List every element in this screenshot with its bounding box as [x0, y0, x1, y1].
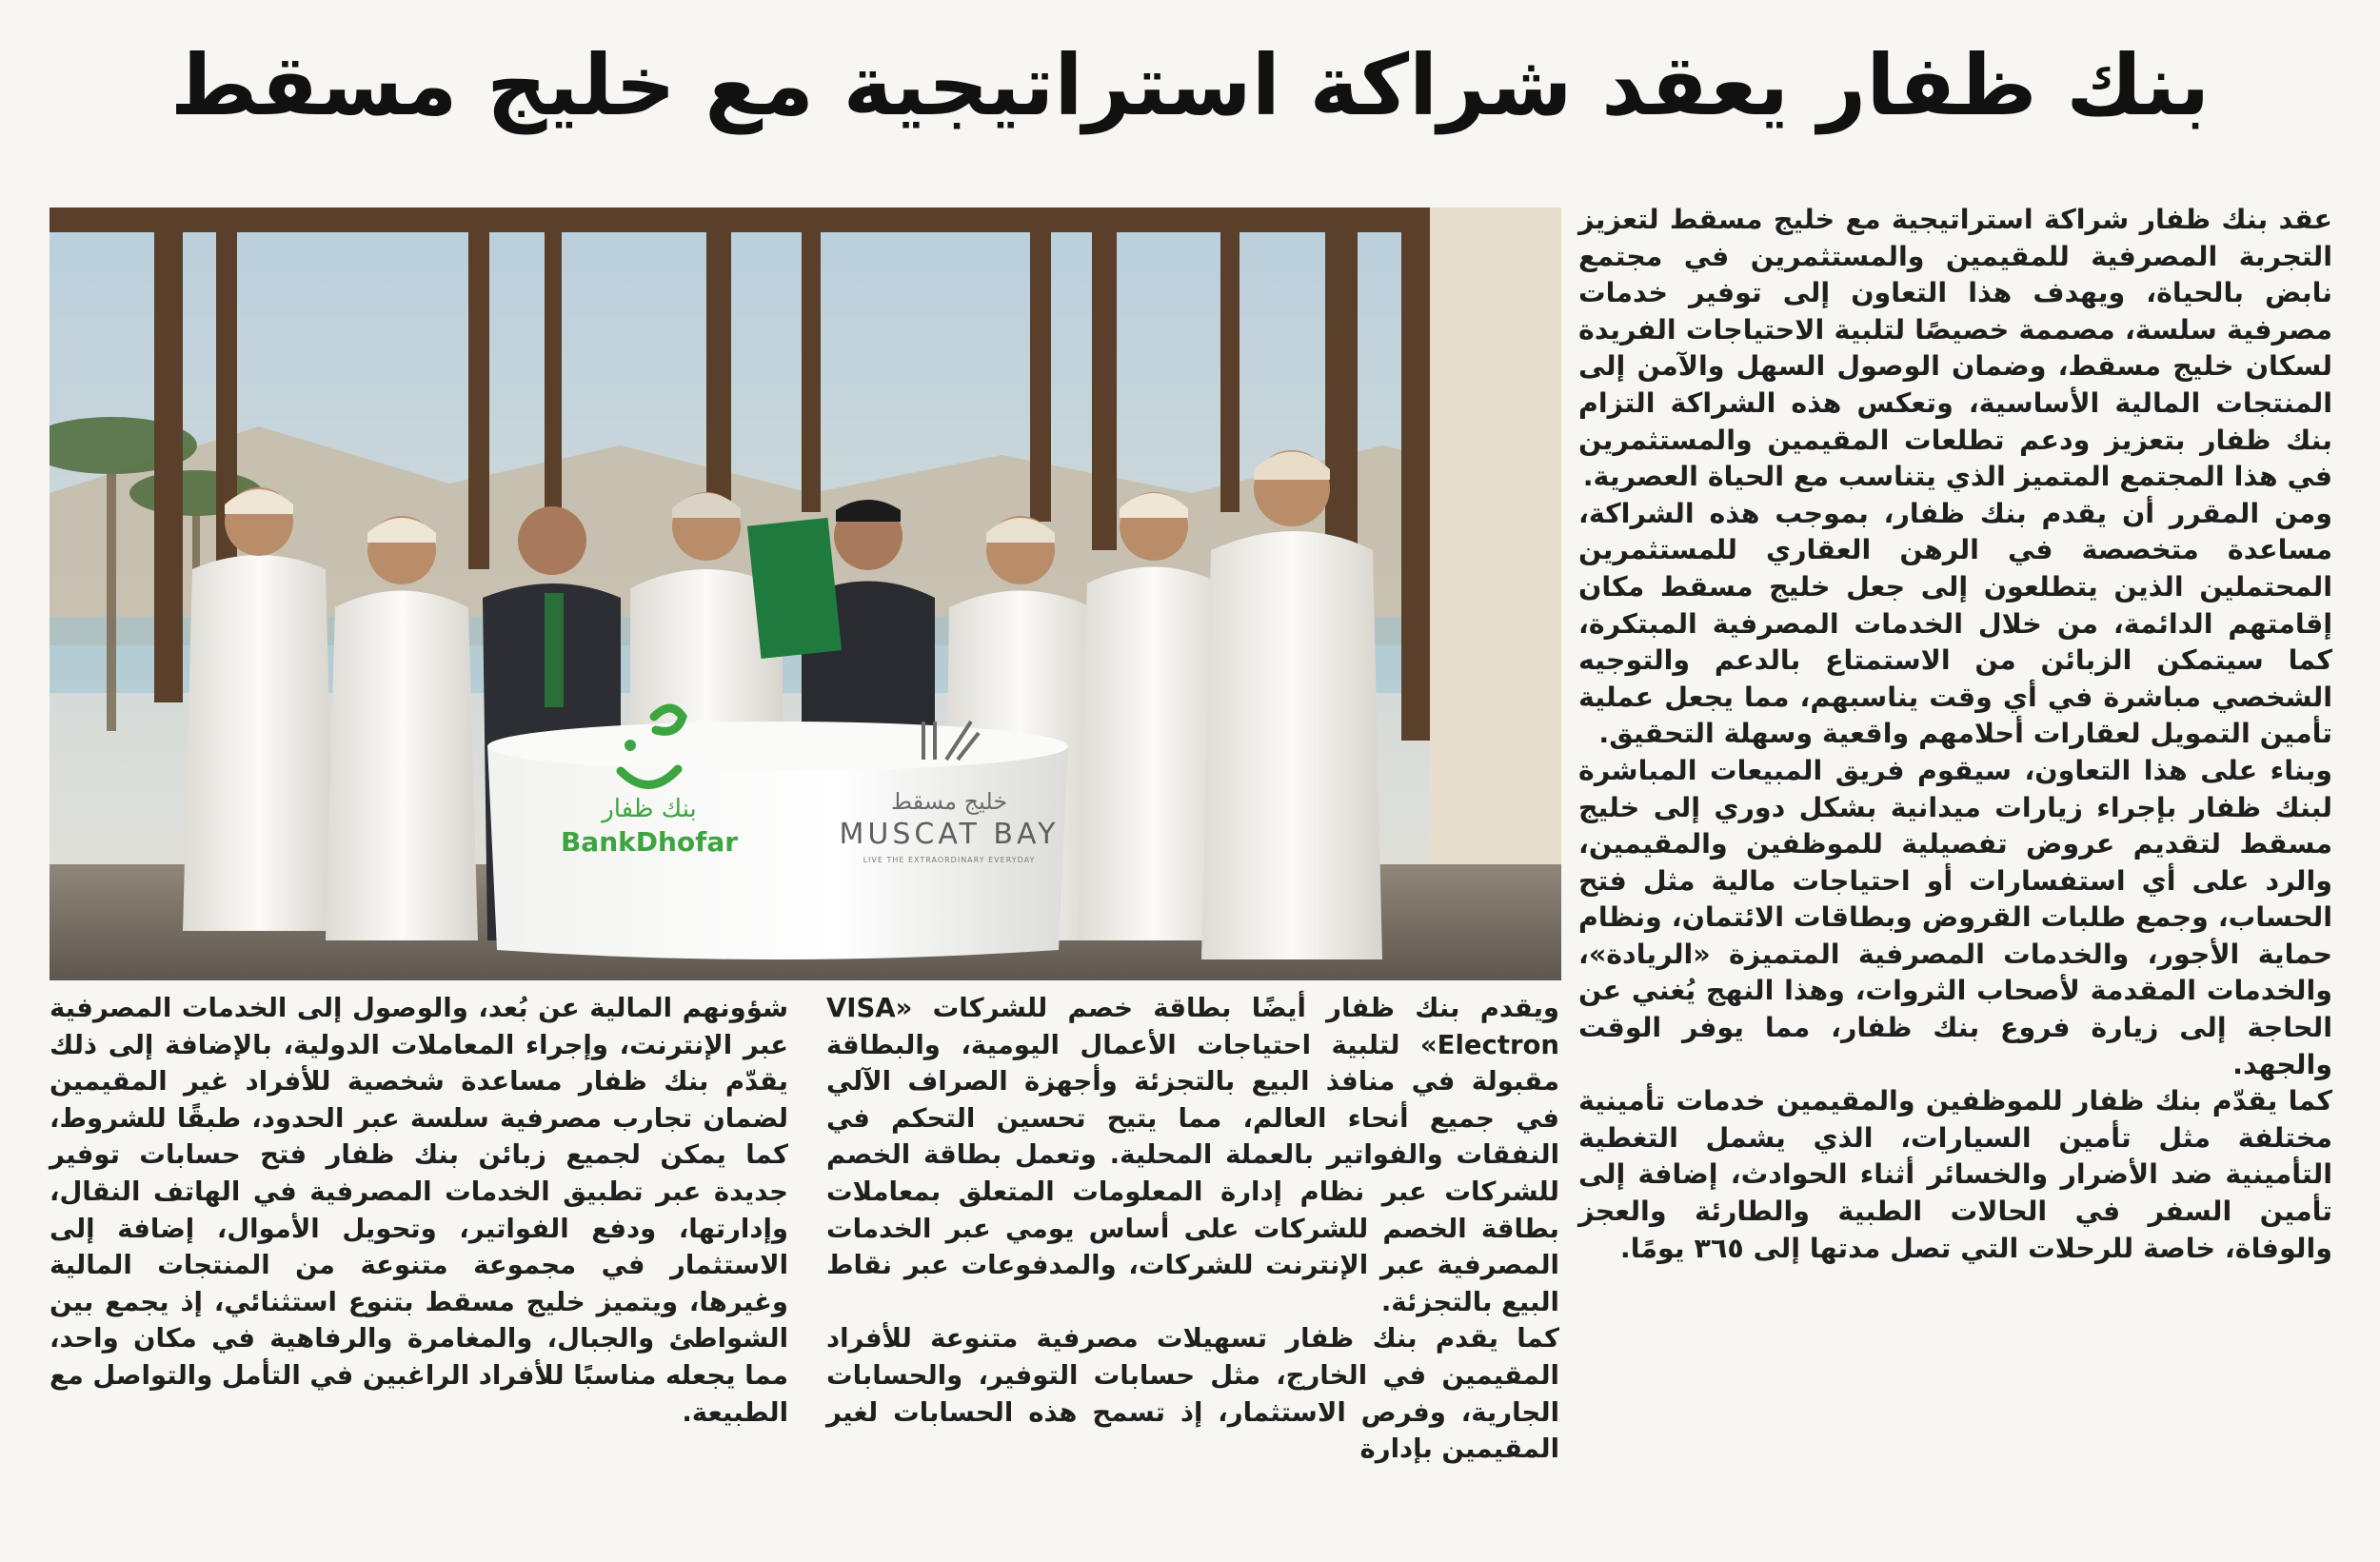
article-column-left — [50, 990, 788, 1523]
paragraph: كما يقدم بنك ظفار تسهيلات مصرفية متنوعة للأفراد المقيمين في الخارج، مثل حسابات التوفير، والحسابات الجارية، وفرص الاستثمار، إذ تسمح هذه الحسابات لغير المقيمين بإدارة — [826, 1323, 1559, 1465]
article-column-middle — [826, 990, 1559, 1523]
partner-logo-latin: MUSCAT BAY — [839, 818, 1060, 851]
paragraph: ويقدم بنك ظفار أيضًا بطاقة خصم للشركات «VISA Electron» لتلبية احتياجات الأعمال اليومية، والبطاقة مقبولة في منافذ البيع بالتجزئة وأجهزة الصراف الآلي في جميع أنحاء العالم، مما يتيح تحسين التحكم في النفقات والفواتير بالعملة المحلية. وتعمل بطاقة الخصم للشركات عبر نظام إدارة المعلومات المتعلق بمعاملات بطاقة الخصم للشركات على أساس يومي عبر الخدمات المصرفية عبر الإنترنت للشركات، والمدفوعات عبر نقاط البيع بالتجزئة. — [826, 993, 1559, 1317]
partner-tagline: LIVE THE EXTRAORDINARY EVERYDAY — [863, 856, 1036, 864]
paragraph: عقد بنك ظفار شراكة استراتيجية مع خليج مسقط لتعزيز التجربة المصرفية للمقيمين والمستثمرين في مجتمع نابض بالحياة، ويهدف هذا التعاون إلى توفير خدمات مصرفية سلسة، مصممة خصيصًا لتلبية الاحتياجات الفريدة لسكان خليج مسقط، وضمان الوصول السهل والآمن إلى المنتجات المالية الأساسية، وتعكس هذه الشراكة التزام بنك ظفار بتعزيز ودعم تطلعات المقيمين والمستثمرين في هذا المجتمع المتميز الذي يتناسب مع الحياة العصرية. — [1578, 204, 2332, 493]
article-photo — [50, 208, 1561, 980]
partner-logo-arabic: خليج مسقط — [890, 788, 1008, 815]
headline: بنك ظفار يعقد شراكة استراتيجية مع خليج مسقط — [169, 36, 2211, 134]
bank-logo-arabic: بنك ظفار — [602, 795, 697, 823]
paragraph: كما يقدّم بنك ظفار للموظفين والمقيمين خدمات تأمينية مختلفة مثل تأمين السيارات، الذي يشمل التغطية التأمينية ضد الأضرار والخسائر أثناء الحوادث، إضافة إلى تأمين السفر في الحالات الطبية والطارئة والعجز والوفاة، خاصة للرحلات التي تصل مدتها إلى ٣٦٥ يومًا. — [1578, 1085, 2332, 1264]
photo-illustration — [50, 208, 1561, 980]
article-column-right — [1578, 202, 2332, 1530]
paragraph: ومن المقرر أن يقدم بنك ظفار، بموجب هذه الشراكة، مساعدة متخصصة في الرهن العقاري للمستثمرين المحتملين الذين يتطلعون إلى جعل خليج مسقط مكان إقامتهم الدائمة، من خلال الخدمات المصرفية المبتكرة، كما سيتمكن الزبائن من الاستمتاع بالدعم والتوجيه الشخصي مباشرة في أي وقت يناسبهم، مما يجعل عملية تأمين التمويل لعقارات أحلامهم واقعية وسهلة التحقيق. — [1578, 497, 2332, 750]
paragraph: وبناء على هذا التعاون، سيقوم فريق المبيعات المباشرة لبنك ظفار بإجراء زيارات ميدانية بشكل دوري إلى خليج مسقط لتقديم عروض تفصيلية للموظفين والمقيمين، والرد على أي استفسارات أو احتياجات مالية مثل فتح الحساب، وجمع طلبات القروض وبطاقات الائتمان، ونظام حماية الأجور، والخدمات المصرفية المتميزة «الريادة»، والخدمات المقدمة لأصحاب الثروات، وهذا النهج يُغني عن الحاجة إلى زيارة فروع بنك ظفار، مما يوفر الوقت والجهد. — [1578, 754, 2332, 1080]
bank-logo-latin: BankDhofar — [560, 826, 739, 858]
paragraph: شؤونهم المالية عن بُعد، والوصول إلى الخدمات المصرفية عبر الإنترنت، وإجراء المعاملات الدولية، بالإضافة إلى ذلك يقدّم بنك ظفار مساعدة شخصية للأفراد غير المقيمين لضمان تجارب مصرفية سلسة عبر الحدود، طبقًا للشروط، كما يمكن لجميع زبائن بنك ظفار فتح حسابات توفير جديدة عبر تطبيق الخدمات المصرفية في الهاتف النقال، وإدارتها، ودفع الفواتير، وتحويل الأموال، إضافة إلى الاستثمار في مجموعة متنوعة من المنتجات المالية وغيرها، ويتميز خليج مسقط بتنوع استثنائي، إذ يجمع بين الشواطئ والجبال، والمغامرة والرفاهية في مكان واحد، مما يجعله مناسبًا للأفراد الراغبين في التأمل والتواصل مع الطبيعة. — [50, 993, 788, 1428]
